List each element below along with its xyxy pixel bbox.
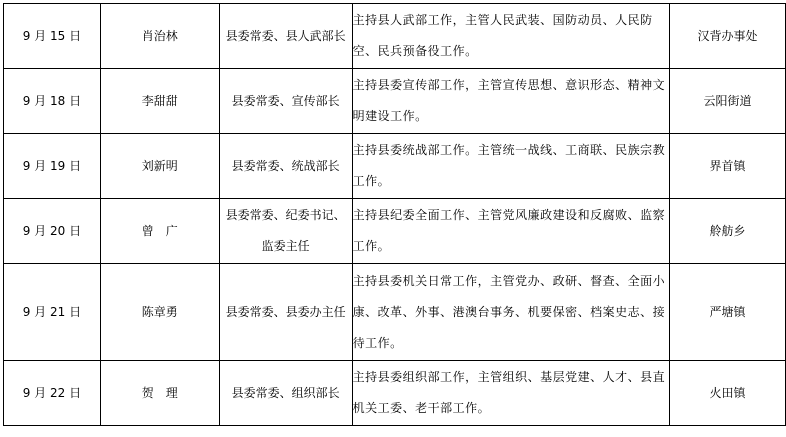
position-cell [219, 264, 352, 361]
position-line: 县委常委、宣传部长 [231, 93, 340, 108]
position-cell [219, 69, 352, 134]
table-row [4, 134, 786, 199]
table-row [4, 4, 786, 69]
position-line: 监委主任 [261, 239, 310, 253]
position-cell [219, 361, 352, 426]
date-cell: 9 月 15 日 [4, 4, 101, 69]
position-line: 县委常委、纪委书记、 [225, 208, 346, 222]
position-line: 县委常委、县人武部长 [225, 28, 346, 43]
schedule-table [3, 3, 786, 426]
contact-point-cell: 界首镇 [670, 134, 786, 199]
table-row [4, 69, 786, 134]
name-cell: 肖治林 [100, 4, 219, 69]
date-cell: 9 月 21 日 [4, 264, 101, 361]
position-line: 县委常委、统战部长 [231, 158, 340, 173]
duties-cell: 主持县委机关日常工作，主管党办、政研、督查、全面小康、改革、外事、港澳台事务、机要保密、档案史志、接待工作。 [352, 264, 670, 361]
contact-point-cell: 汉背办事处 [670, 4, 786, 69]
contact-point-cell: 舲舫乡 [670, 199, 786, 264]
duties-cell: 主持县委宣传部工作，主管宣传思想、意识形态、精神文明建设工作。 [352, 69, 670, 134]
table-row [4, 199, 786, 264]
duties-cell: 主持县委组织部工作，主管组织、基层党建、人才、县直机关工委、老干部工作。 [352, 361, 670, 426]
duties-cell: 主持县纪委全面工作、主管党风廉政建设和反腐败、监察工作。 [352, 199, 670, 264]
contact-point-cell: 云阳街道 [670, 69, 786, 134]
position-line: 县委常委、组织部长 [231, 385, 340, 400]
name-cell [100, 361, 219, 426]
date-cell: 9 月 19 日 [4, 134, 101, 199]
position-cell [219, 199, 352, 264]
name-cell [100, 199, 219, 264]
duties-cell: 主持县委统战部工作。主管统一战线、工商联、民族宗教工作。 [352, 134, 670, 199]
date-cell: 9 月 22 日 [4, 361, 101, 426]
table-row [4, 264, 786, 361]
position-cell [219, 4, 352, 69]
table-row [4, 361, 786, 426]
position-cell [219, 134, 352, 199]
name-cell: 刘新明 [100, 134, 219, 199]
name-cell: 李甜甜 [100, 69, 219, 134]
name-text: 曾广 [141, 223, 190, 238]
contact-point-cell: 严塘镇 [670, 264, 786, 361]
duties-cell: 主持县人武部工作，主管人民武装、国防动员、人民防空、民兵预备役工作。 [352, 4, 670, 69]
contact-point-cell: 火田镇 [670, 361, 786, 426]
name-cell: 陈章勇 [100, 264, 219, 361]
date-cell: 9 月 20 日 [4, 199, 101, 264]
date-cell: 9 月 18 日 [4, 69, 101, 134]
position-line: 县委常委、县委办主任 [225, 304, 346, 319]
name-text: 贺理 [141, 385, 190, 400]
